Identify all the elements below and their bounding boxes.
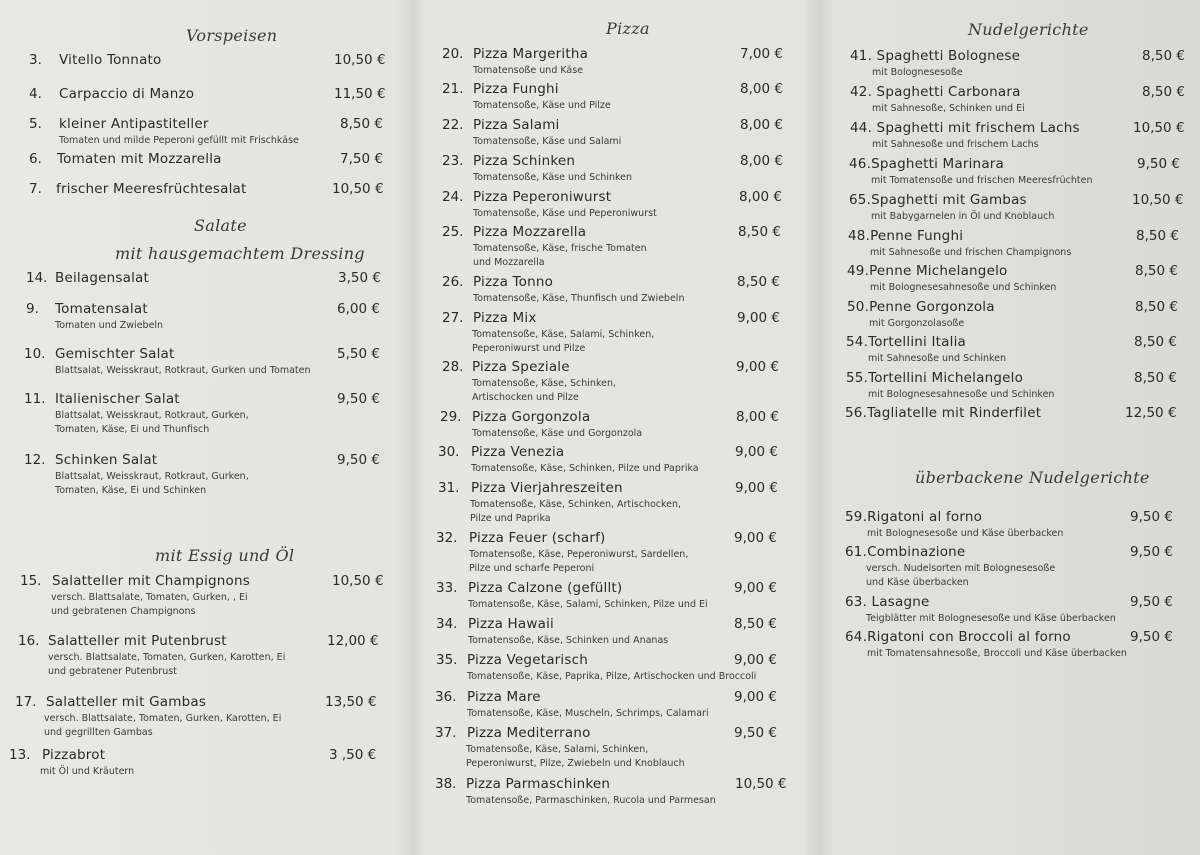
item-price: 8,50 € bbox=[340, 116, 383, 132]
item-price: 9,50 € bbox=[734, 725, 777, 741]
heading-essig-oel: mit Essig und Öl bbox=[155, 546, 295, 565]
item-price: 8,50 € bbox=[1142, 48, 1185, 64]
item-price: 8,00 € bbox=[740, 81, 783, 97]
item-name: Pizza Schinken bbox=[473, 153, 576, 169]
item-description: Tomatensoße und Käse bbox=[473, 65, 584, 76]
item-number: 35. bbox=[436, 652, 458, 668]
item-price: 8,50 € bbox=[737, 274, 780, 290]
item-name: 49.Penne Michelangelo bbox=[847, 263, 1008, 279]
item-name: 50.Penne Gorgonzola bbox=[847, 299, 995, 315]
item-description: mit Sahnesoße und Schinken bbox=[868, 353, 1007, 364]
item-price: 8,00 € bbox=[739, 189, 782, 205]
item-name: Schinken Salat bbox=[55, 452, 158, 468]
item-description: Tomatensoße, Käse, frische Tomaten und Mozzarella bbox=[473, 243, 647, 268]
item-price: 10,50 € bbox=[1132, 192, 1184, 208]
item-price: 9,50 € bbox=[337, 391, 380, 407]
item-name: kleiner Antipastiteller bbox=[59, 116, 209, 132]
item-price: 3 ,50 € bbox=[329, 747, 377, 763]
item-number: 37. bbox=[435, 725, 457, 741]
item-number: 32. bbox=[436, 530, 458, 546]
item-description: Tomatensoße, Käse, Peperoniwurst, Sardellen, Pilze und scharfe Peperoni bbox=[469, 549, 689, 574]
item-number: 5. bbox=[29, 116, 42, 132]
item-number: 10. bbox=[24, 346, 46, 362]
item-price: 9,50 € bbox=[1130, 629, 1173, 645]
item-name: Pizza Tonno bbox=[473, 274, 554, 290]
item-number: 4. bbox=[29, 86, 42, 102]
item-price: 12,50 € bbox=[1125, 405, 1177, 421]
item-description: Tomatensoße, Käse, Schinken, Pilze und Paprika bbox=[471, 463, 699, 474]
item-name: Pizza Vierjahreszeiten bbox=[471, 480, 623, 496]
item-description: versch. Blattsalate, Tomaten, Gurken, , Ei und gebratenen Champignons bbox=[51, 592, 248, 617]
item-description: mit Bolognesesoße und Käse überbacken bbox=[867, 528, 1064, 539]
heading-vorspeisen: Vorspeisen bbox=[186, 26, 278, 45]
item-description: mit Öl und Kräutern bbox=[40, 766, 135, 777]
item-number: 13. bbox=[9, 747, 31, 763]
heading-salate-subtitle: mit hausgemachtem Dressing bbox=[115, 244, 365, 263]
item-description: Blattsalat, Weisskraut, Rotkraut, Gurken, Tomaten, Käse, Ei und Schinken bbox=[55, 471, 249, 496]
item-description: Tomaten und milde Peperoni gefüllt mit Frischkäse bbox=[59, 135, 299, 146]
item-description: Tomatensoße, Käse, Muscheln, Schrimps, Calamari bbox=[467, 708, 709, 719]
item-name: Gemischter Salat bbox=[55, 346, 175, 362]
item-price: 8,00 € bbox=[736, 409, 779, 425]
item-description: Tomatensoße, Käse, Schinken, Artischocken und Pilze bbox=[472, 378, 616, 403]
item-description: mit Gorgonzolasoße bbox=[869, 318, 965, 329]
item-name: frischer Meeresfrüchtesalat bbox=[56, 181, 247, 197]
item-price: 12,00 € bbox=[327, 633, 379, 649]
item-price: 9,00 € bbox=[734, 580, 777, 596]
item-price: 8,50 € bbox=[1135, 299, 1178, 315]
item-description: Tomatensoße, Käse, Salami, Schinken, Pilze und Ei bbox=[468, 599, 708, 610]
item-number: 6. bbox=[29, 151, 42, 167]
item-description: mit Tomatensoße und frischen Meeresfrüchten bbox=[871, 175, 1093, 186]
item-price: 7,50 € bbox=[340, 151, 383, 167]
item-description: Tomatensoße, Käse, Schinken, Artischocken, Pilze und Paprika bbox=[470, 499, 682, 524]
item-description: mit Sahnesoße, Schinken und Ei bbox=[872, 103, 1025, 114]
item-name: Pizza Calzone (gefüllt) bbox=[468, 580, 623, 596]
item-price: 11,50 € bbox=[334, 86, 386, 102]
item-price: 10,50 € bbox=[332, 181, 384, 197]
item-number: 9. bbox=[26, 301, 39, 317]
item-number: 33. bbox=[436, 580, 458, 596]
item-price: 3,50 € bbox=[338, 270, 381, 286]
item-name: 42. Spaghetti Carbonara bbox=[850, 84, 1021, 100]
item-number: 30. bbox=[438, 444, 460, 460]
item-name: Pizza Vegetarisch bbox=[467, 652, 588, 668]
item-number: 29. bbox=[440, 409, 462, 425]
item-description: Tomatensoße, Käse und Salami bbox=[473, 136, 622, 147]
item-number: 21. bbox=[442, 81, 464, 97]
heading-salate: Salate bbox=[194, 216, 247, 235]
item-description: Blattsalat, Weisskraut, Rotkraut, Gurken, Tomaten, Käse, Ei und Thunfisch bbox=[55, 410, 249, 435]
item-name: 64.Rigatoni con Broccoli al forno bbox=[845, 629, 1071, 645]
item-name: 48.Penne Funghi bbox=[848, 228, 964, 244]
item-price: 10,50 € bbox=[735, 776, 787, 792]
item-description: mit Sahnesoße und frischen Champignons bbox=[870, 247, 1072, 258]
item-price: 10,50 € bbox=[1133, 120, 1185, 136]
item-name: 54.Tortellini Italia bbox=[846, 334, 967, 350]
item-name: Pizza Gorgonzola bbox=[472, 409, 591, 425]
item-number: 36. bbox=[435, 689, 457, 705]
item-number: 15. bbox=[20, 573, 42, 589]
item-name: 63. Lasagne bbox=[845, 594, 930, 610]
item-name: Pizza Margeritha bbox=[473, 46, 589, 62]
item-price: 9,50 € bbox=[1130, 544, 1173, 560]
item-name: Pizza Speziale bbox=[472, 359, 570, 375]
item-name: Salatteller mit Putenbrust bbox=[48, 633, 227, 649]
item-description: Tomatensoße, Käse, Salami, Schinken, Peperoniwurst und Pilze bbox=[472, 329, 655, 354]
item-description: Tomatensoße, Käse und Gorgonzola bbox=[472, 428, 643, 439]
item-description: Tomatensoße, Parmaschinken, Rucola und Parmesan bbox=[466, 795, 716, 806]
heading-pizza: Pizza bbox=[606, 19, 650, 38]
item-name: Pizza Mix bbox=[473, 310, 537, 326]
item-price: 10,50 € bbox=[332, 573, 384, 589]
item-number: 34. bbox=[436, 616, 458, 632]
item-name: 55.Tortellini Michelangelo bbox=[846, 370, 1024, 386]
column-pasta bbox=[830, 0, 1200, 855]
item-price: 9,50 € bbox=[1137, 156, 1180, 172]
item-description: mit Bolognesesahnesoße und Schinken bbox=[868, 389, 1055, 400]
item-number: 14. bbox=[26, 270, 48, 286]
item-number: 38. bbox=[435, 776, 457, 792]
item-description: Tomatensoße, Käse und Schinken bbox=[473, 172, 633, 183]
item-number: 16. bbox=[18, 633, 40, 649]
item-name: Pizza Feuer (scharf) bbox=[469, 530, 606, 546]
item-description: Tomaten und Zwiebeln bbox=[55, 320, 164, 331]
item-price: 8,50 € bbox=[1134, 334, 1177, 350]
heading-ueberbackene: überbackene Nudelgerichte bbox=[915, 468, 1150, 487]
item-description: mit Bolognesesahnesoße und Schinken bbox=[870, 282, 1057, 293]
item-description: Tomatensoße, Käse, Thunfisch und Zwiebeln bbox=[473, 293, 685, 304]
item-price: 8,50 € bbox=[1142, 84, 1185, 100]
item-number: 25. bbox=[442, 224, 464, 240]
item-description: Tomatensoße, Käse und Pilze bbox=[473, 100, 611, 111]
item-description: Tomatensoße, Käse, Salami, Schinken, Peperoniwurst, Pilze, Zwiebeln und Knoblauch bbox=[466, 744, 685, 769]
item-price: 8,50 € bbox=[1136, 228, 1179, 244]
item-price: 13,50 € bbox=[325, 694, 377, 710]
item-price: 8,00 € bbox=[740, 153, 783, 169]
item-price: 8,00 € bbox=[740, 117, 783, 133]
item-name: Pizza Venezia bbox=[471, 444, 565, 460]
item-number: 31. bbox=[438, 480, 460, 496]
item-price: 9,50 € bbox=[1130, 594, 1173, 610]
item-name: Salatteller mit Champignons bbox=[52, 573, 250, 589]
item-number: 7. bbox=[29, 181, 42, 197]
item-number: 22. bbox=[442, 117, 464, 133]
item-price: 9,00 € bbox=[735, 480, 778, 496]
item-price: 9,50 € bbox=[1130, 509, 1173, 525]
item-price: 9,00 € bbox=[736, 359, 779, 375]
item-name: Tomatensalat bbox=[55, 301, 148, 317]
item-name: Pizza Salami bbox=[473, 117, 560, 133]
item-price: 9,00 € bbox=[734, 652, 777, 668]
item-name: 61.Combinazione bbox=[845, 544, 966, 560]
item-name: 59.Rigatoni al forno bbox=[845, 509, 983, 525]
item-number: 20. bbox=[442, 46, 464, 62]
item-name: Vitello Tonnato bbox=[59, 52, 162, 68]
item-name: Salatteller mit Gambas bbox=[46, 694, 207, 710]
column-starters-salads bbox=[0, 0, 400, 855]
item-description: Blattsalat, Weisskraut, Rotkraut, Gurken und Tomaten bbox=[55, 365, 311, 376]
column-pizza bbox=[420, 0, 810, 855]
item-price: 8,50 € bbox=[1135, 263, 1178, 279]
item-price: 6,00 € bbox=[337, 301, 380, 317]
item-number: 17. bbox=[15, 694, 37, 710]
item-name: Tomaten mit Mozzarella bbox=[57, 151, 222, 167]
item-description: mit Sahnesoße und frischem Lachs bbox=[872, 139, 1039, 150]
item-number: 28. bbox=[442, 359, 464, 375]
item-number: 27. bbox=[442, 310, 464, 326]
item-name: Pizza Parmaschinken bbox=[466, 776, 611, 792]
item-name: Pizza Mediterrano bbox=[467, 725, 591, 741]
item-number: 26. bbox=[442, 274, 464, 290]
item-price: 9,50 € bbox=[337, 452, 380, 468]
item-name: Pizza Mare bbox=[467, 689, 541, 705]
item-name: 46.Spaghetti Marinara bbox=[849, 156, 1005, 172]
item-description: versch. Blattsalate, Tomaten, Gurken, Karotten, Ei und gebratener Putenbrust bbox=[48, 652, 286, 677]
item-number: 12. bbox=[24, 452, 46, 468]
item-name: 44. Spaghetti mit frischem Lachs bbox=[850, 120, 1080, 136]
item-description: mit Bolognesesoße bbox=[872, 67, 963, 78]
item-name: 65.Spaghetti mit Gambas bbox=[849, 192, 1027, 208]
item-description: Teigblätter mit Bolognesesoße und Käse überbacken bbox=[866, 613, 1116, 624]
item-description: Tomatensoße, Käse, Schinken und Ananas bbox=[468, 635, 669, 646]
item-number: 3. bbox=[29, 52, 42, 68]
item-price: 8,50 € bbox=[738, 224, 781, 240]
item-name: 56.Tagliatelle mit Rinderfilet bbox=[845, 405, 1042, 421]
item-price: 7,00 € bbox=[740, 46, 783, 62]
item-price: 5,50 € bbox=[337, 346, 380, 362]
item-name: Pizzabrot bbox=[42, 747, 106, 763]
item-name: Pizza Peperoniwurst bbox=[473, 189, 612, 205]
item-name: 41. Spaghetti Bolognese bbox=[850, 48, 1021, 64]
item-name: Pizza Funghi bbox=[473, 81, 559, 97]
item-number: 11. bbox=[24, 391, 46, 407]
item-price: 9,00 € bbox=[735, 444, 778, 460]
item-description: Tomatensoße, Käse und Peperoniwurst bbox=[473, 208, 657, 219]
item-price: 8,50 € bbox=[734, 616, 777, 632]
item-number: 23. bbox=[442, 153, 464, 169]
item-name: Carpaccio di Manzo bbox=[59, 86, 195, 102]
item-price: 9,00 € bbox=[734, 689, 777, 705]
item-description: mit Tomatensahnesoße, Broccoli und Käse überbacken bbox=[867, 648, 1127, 659]
item-name: Beilagensalat bbox=[55, 270, 149, 286]
item-name: Pizza Mozzarella bbox=[473, 224, 587, 240]
item-name: Italienischer Salat bbox=[55, 391, 180, 407]
item-price: 8,50 € bbox=[1134, 370, 1177, 386]
item-name: Pizza Hawaii bbox=[468, 616, 554, 632]
item-description: versch. Blattsalate, Tomaten, Gurken, Karotten, Ei und gegrillten Gambas bbox=[44, 713, 282, 738]
item-price: 10,50 € bbox=[334, 52, 386, 68]
item-price: 9,00 € bbox=[737, 310, 780, 326]
item-description: versch. Nudelsorten mit Bolognesesoße und Käse überbacken bbox=[866, 563, 1056, 588]
item-price: 9,00 € bbox=[734, 530, 777, 546]
item-description: Tomatensoße, Käse, Paprika, Pilze, Artischocken und Broccoli bbox=[467, 671, 757, 682]
item-number: 24. bbox=[442, 189, 464, 205]
item-description: mit Babygarnelen in Öl und Knoblauch bbox=[871, 211, 1055, 222]
heading-nudelgerichte: Nudelgerichte bbox=[968, 20, 1089, 39]
